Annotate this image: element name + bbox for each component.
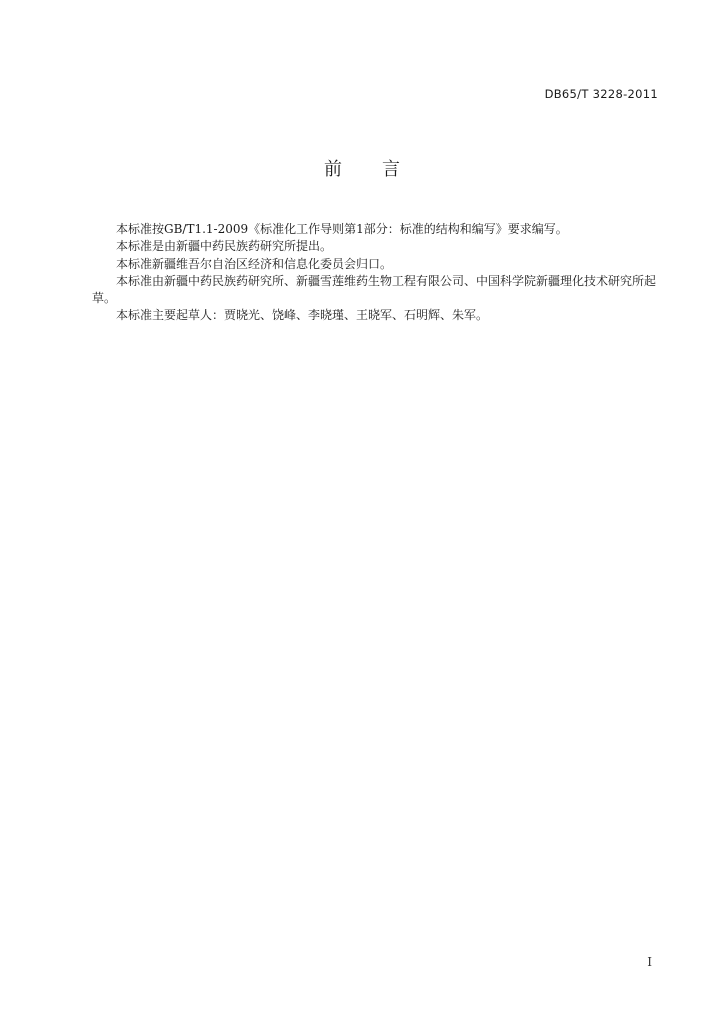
page-title — [0, 155, 724, 181]
document-code: DB65/T 3228-2011 — [544, 87, 658, 101]
title-char-1: 前 — [324, 159, 342, 180]
paragraph-drafters: 本标准主要起草人：贾晓光、饶峰、李晓瑾、王晓军、石明辉、朱军。 — [116, 308, 489, 323]
foreword-body — [92, 221, 662, 325]
paragraph-proposer: 本标准是由新疆中药民族药研究所提出。 — [116, 239, 333, 254]
paragraph-administration: 本标准新疆维吾尔自治区经济和信息化委员会归口。 — [116, 256, 393, 271]
paragraph-drafting-basis: 本标准按GB/T1.1-2009《标准化工作导则第1部分：标准的结构和编写》要求编写。 — [116, 222, 568, 236]
page-number: I — [647, 955, 652, 969]
paragraph-drafting-units: 本标准由新疆中药民族药研究所、新疆雪莲维药生物工程有限公司、中国科学院新疆理化技术研究所起草。 — [92, 273, 657, 306]
title-char-2: 言 — [382, 159, 400, 180]
